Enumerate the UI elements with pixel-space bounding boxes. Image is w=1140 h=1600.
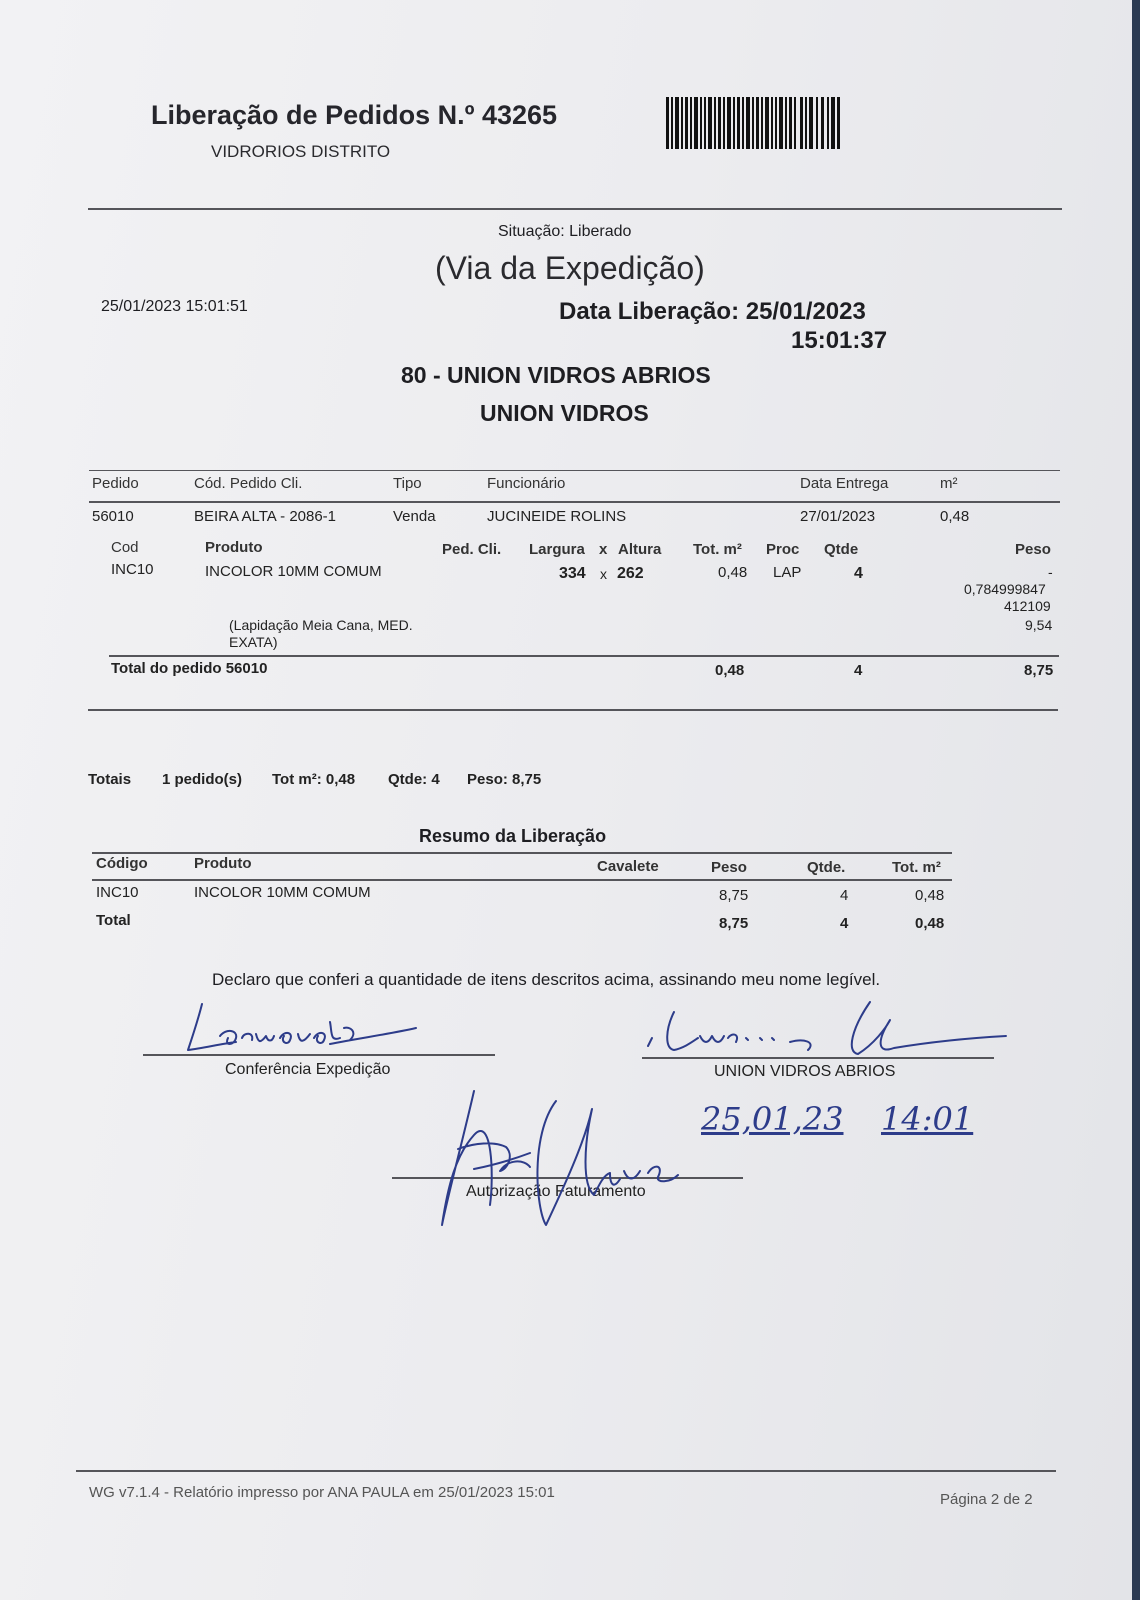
item-observation-line1: (Lapidação Meia Cana, MED. (229, 617, 413, 633)
item-weight-line2: 412109 (1004, 598, 1051, 614)
client-short-name: UNION VIDROS (480, 400, 649, 426)
summary-header-cavalete: Cavalete (597, 858, 659, 875)
item-height: 262 (617, 565, 644, 582)
divider (92, 852, 952, 854)
summary-header-tot-m2: Tot. m² (892, 859, 941, 876)
delivery-date: 27/01/2023 (800, 508, 876, 525)
item-header-tot-m2: Tot. m² (693, 541, 742, 558)
item-code: INC10 (111, 561, 154, 578)
item-header-produto: Produto (205, 539, 263, 556)
item-header-qtde: Qtde (824, 541, 859, 558)
order-type: Venda (393, 508, 436, 525)
col-header-data-entrega: Data Entrega (800, 475, 889, 492)
handwritten-date: 25,01,23 (701, 1100, 844, 1138)
summary-code: INC10 (96, 884, 139, 901)
divider (76, 1470, 1056, 1472)
conference-signature (180, 998, 420, 1066)
summary-header-qtde: Qtde. (807, 859, 846, 876)
item-header-x: x (599, 541, 608, 558)
item-weight-dash: - (1048, 564, 1053, 580)
order-total-qtde: 4 (854, 662, 863, 679)
col-header-pedido: Pedido (92, 475, 139, 492)
item-header-altura: Altura (618, 541, 662, 558)
totals-peso: Peso: 8,75 (467, 771, 542, 788)
authorization-label: Autorização Faturamento (466, 1183, 646, 1200)
pedido-number: 56010 (92, 508, 134, 525)
item-quantity: 4 (854, 565, 863, 582)
divider (88, 208, 1062, 210)
totals-orders: 1 pedido(s) (162, 771, 243, 788)
divider (89, 470, 1060, 471)
item-product: INCOLOR 10MM COMUM (205, 563, 382, 580)
totals-label: Totais (88, 771, 132, 788)
footer-page-number: Página 2 de 2 (940, 1491, 1033, 1508)
declaration-text: Declaro que conferi a quantidade de itens descritos acima, assinando meu nome legível. (212, 970, 881, 989)
order-total-label: Total do pedido 56010 (111, 660, 268, 677)
item-weight-line1: 0,784999847 (964, 581, 1046, 597)
handwritten-time: 14:01 (881, 1100, 974, 1138)
divider (88, 709, 1058, 711)
item-weight-line3: 9,54 (1025, 617, 1053, 633)
item-width: 334 (559, 565, 586, 582)
item-header-largura: Largura (529, 541, 585, 558)
client-order-code: BEIRA ALTA - 2086-1 (194, 508, 337, 525)
col-header-cod-pedido-cli: Cód. Pedido Cli. (194, 475, 303, 492)
item-header-cod: Cod (111, 539, 139, 556)
order-total-m2: 0,48 (715, 662, 745, 679)
summary-total-label: Total (96, 912, 131, 929)
divider (89, 501, 1060, 503)
authorization-signature (434, 1085, 684, 1235)
order-total-peso: 8,75 (1024, 662, 1054, 679)
employee-name: JUCINEIDE ROLINS (487, 508, 627, 525)
item-tot-m2: 0,48 (718, 564, 748, 581)
conference-label: Conferência Expedição (225, 1061, 391, 1078)
order-m2: 0,48 (940, 508, 970, 525)
summary-total-weight: 8,75 (719, 915, 749, 932)
summary-header-produto: Produto (194, 855, 252, 872)
col-header-tipo: Tipo (393, 475, 422, 492)
print-timestamp: 25/01/2023 15:01:51 (101, 298, 248, 315)
item-times: x (600, 566, 607, 582)
divider (109, 655, 1059, 657)
summary-title: Resumo da Liberação (419, 826, 607, 846)
company-name: VIDRORIOS DISTRITO (211, 142, 391, 161)
client-signature-label: UNION VIDROS ABRIOS (714, 1063, 896, 1080)
document-title: Liberação de Pedidos N.º 43265 (151, 100, 558, 130)
summary-weight: 8,75 (719, 887, 749, 904)
col-header-m2: m² (940, 475, 958, 492)
summary-total-quantity: 4 (840, 915, 849, 932)
release-time: 15:01:37 (791, 327, 888, 354)
item-header-ped-cli: Ped. Cli. (442, 541, 502, 558)
divider (92, 879, 952, 881)
summary-header-codigo: Código (96, 855, 148, 872)
barcode-icon (666, 97, 840, 149)
summary-m2: 0,48 (915, 887, 945, 904)
release-date: Data Liberação: 25/01/2023 (559, 298, 866, 325)
totals-qtde: Qtde: 4 (388, 771, 440, 788)
item-observation-line2: EXATA) (229, 634, 278, 650)
client-signature (640, 998, 1010, 1068)
summary-header-peso: Peso (711, 859, 747, 876)
footer-printed-by: WG v7.1.4 - Relatório impresso por ANA PAULA em 25/01/2023 15:01 (89, 1484, 555, 1501)
client-name: 80 - UNION VIDROS ABRIOS (401, 362, 711, 388)
col-header-funcionario: Funcionário (487, 475, 566, 492)
status-text: Situação: Liberado (498, 223, 632, 240)
copy-type: (Via da Expedição) (435, 250, 705, 286)
item-header-peso: Peso (1015, 541, 1051, 558)
item-process: LAP (773, 564, 802, 581)
summary-quantity: 4 (840, 887, 849, 904)
totals-m2: Tot m²: 0,48 (272, 771, 356, 788)
summary-total-m2: 0,48 (915, 915, 945, 932)
item-header-proc: Proc (766, 541, 800, 558)
summary-product: INCOLOR 10MM COMUM (194, 884, 371, 901)
